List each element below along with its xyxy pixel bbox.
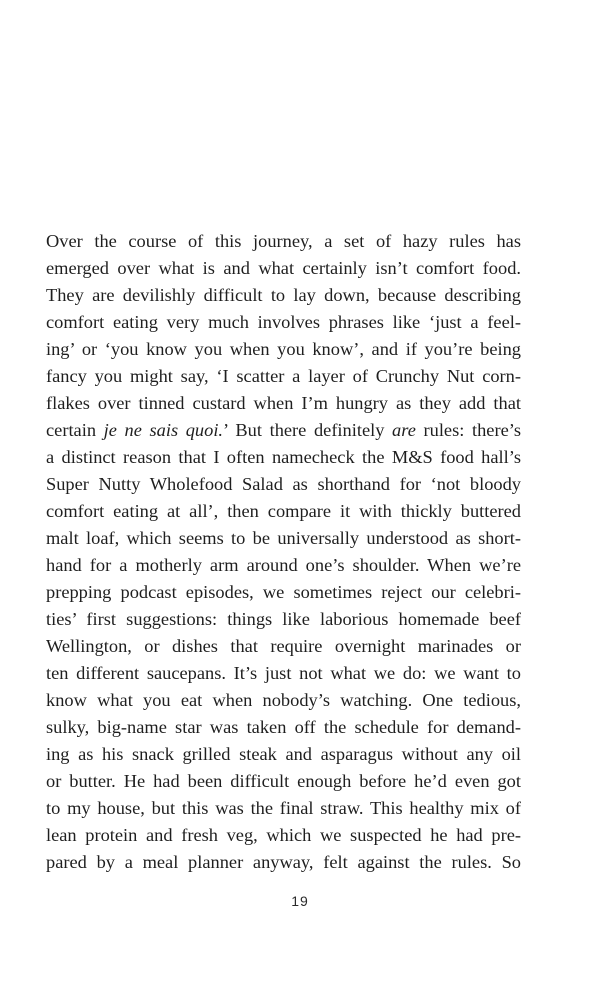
text-line-24: pared by a meal planner anyway, felt against the rules. So — [46, 852, 521, 872]
italic-emphasis: are — [392, 420, 416, 440]
text-line-20: ing as his snack grilled steak and asparagus without any oil — [46, 744, 521, 764]
text-line-4: comfort eating very much involves phrases like ‘just a feel- — [46, 312, 521, 332]
text-line-21: or butter. He had been difficult enough before he’d even got — [46, 771, 521, 791]
text-line-1: Over the course of this journey, a set of hazy rules has — [46, 231, 521, 251]
body-paragraph — [46, 228, 521, 876]
text-line-19: sulky, big-name star was taken off the schedule for demand- — [46, 717, 521, 737]
text-line-22: to my house, but this was the final straw. This healthy mix of — [46, 798, 521, 818]
text-line-17: ten different saucepans. It’s just not what we do: we want to — [46, 663, 521, 683]
text-line-18: know what you eat when nobody’s watching. One tedious, — [46, 690, 521, 710]
text-line-10: Super Nutty Wholefood Salad as shorthand for ‘not bloody — [46, 474, 521, 494]
text-line-9: a distinct reason that I often namecheck the M&S food hall’s — [46, 447, 521, 467]
text-line-14: prepping podcast episodes, we sometimes reject our celebri- — [46, 582, 521, 602]
text-line-3: They are devilishly difficult to lay down, because describing — [46, 285, 521, 305]
text-line-8: certain je ne sais quoi.’ But there definitely are rules: there’s — [46, 420, 521, 440]
text-line-23: lean protein and fresh veg, which we suspected he had pre- — [46, 825, 521, 845]
page-number: 19 — [291, 893, 309, 909]
text-line-6: fancy you might say, ‘I scatter a layer of Crunchy Nut corn- — [46, 366, 521, 386]
text-line-2: emerged over what is and what certainly isn’t comfort food. — [46, 258, 521, 278]
text-line-7: flakes over tinned custard when I’m hungry as they add that — [46, 393, 521, 413]
text-line-13: hand for a motherly arm around one’s shoulder. When we’re — [46, 555, 521, 575]
text-line-16: Wellington, or dishes that require overnight marinades or — [46, 636, 521, 656]
text-line-11: comfort eating at all’, then compare it with thickly buttered — [46, 501, 521, 521]
text-line-15: ties’ first suggestions: things like laborious homemade beef — [46, 609, 521, 629]
italic-phrase: je ne sais quoi. — [103, 420, 224, 440]
text-line-12: malt loaf, which seems to be universally understood as short- — [46, 528, 521, 548]
text-line-5: ing’ or ‘you know you when you know’, and if you’re being — [46, 339, 521, 359]
